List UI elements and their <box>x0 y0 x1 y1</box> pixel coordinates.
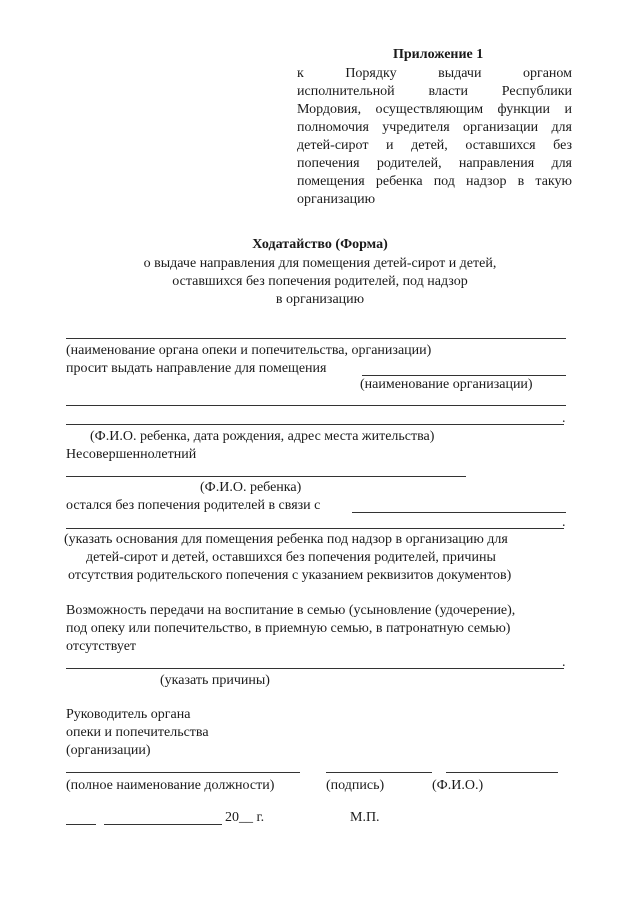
fio-caption: (Ф.И.О.) <box>432 778 484 793</box>
form-subtitle-line: в организацию <box>275 292 365 307</box>
appendix-line: детей-сирот и детей, оставшихся без <box>297 138 572 153</box>
appendix-line: исполнительной власти Республики <box>297 84 572 99</box>
possibility-line: отсутствует <box>66 639 137 654</box>
child-info-caption: (Ф.И.О. ребенка, дата рождения, адрес места жительства) <box>90 429 435 444</box>
date-month-line[interactable] <box>104 824 222 825</box>
appendix-line: помещения ребенка под надзор в такую <box>297 174 572 189</box>
organ-name-line[interactable] <box>66 338 566 339</box>
appendix-line: полномочия учредителя организации для <box>297 120 572 135</box>
line-period: . <box>562 515 566 530</box>
org-name-caption: (наименование организации) <box>360 377 533 392</box>
possibility-line: Возможность передачи на воспитание в семью (усыновление (удочерение), <box>66 603 516 618</box>
grounds-caption-line: отсутствия родительского попечения с указанием реквизитов документов) <box>68 568 512 583</box>
date-day-line[interactable] <box>66 824 96 825</box>
position-line[interactable] <box>66 772 300 773</box>
form-subtitle-line: о выдаче направления для помещения детей-сирот и детей, <box>143 256 497 271</box>
reason-line-2[interactable] <box>66 528 564 529</box>
grounds-caption-line: (указать основания для помещения ребенка под надзор в организацию для <box>64 532 508 547</box>
appendix-line: Мордовия, осуществляющим функции и <box>297 102 572 117</box>
reason-line[interactable] <box>352 512 566 513</box>
child-info-line[interactable] <box>66 424 564 425</box>
head-line: (организации) <box>66 743 151 758</box>
organ-caption: (наименование органа опеки и попечительства, организации) <box>66 343 432 358</box>
minor-label: Несовершеннолетний <box>66 447 197 462</box>
date-year: 20__ г. <box>225 810 265 825</box>
request-text: просит выдать направление для помещения <box>66 361 327 376</box>
head-line: Руководитель органа <box>66 707 191 722</box>
appendix-line: попечения родителей, направления для <box>297 156 572 171</box>
child-name-caption: (Ф.И.О. ребенка) <box>200 480 302 495</box>
appendix-line: организацию <box>297 192 376 207</box>
signature-line[interactable] <box>326 772 432 773</box>
head-line: опеки и попечительства <box>66 725 209 740</box>
signature-caption: (подпись) <box>326 778 385 793</box>
line-period: . <box>562 655 566 670</box>
appendix-line: к Порядку выдачи органом <box>297 66 572 81</box>
form-subtitle-line: оставшихся без попечения родителей, под надзор <box>172 274 468 289</box>
position-caption: (полное наименование должности) <box>66 778 275 793</box>
appendix-title: Приложение 1 <box>393 47 484 62</box>
reasons-caption: (указать причины) <box>160 673 270 688</box>
org-name-line-2[interactable] <box>66 405 566 406</box>
fio-line[interactable] <box>446 772 558 773</box>
possibility-line: под опеку или попечительство, в приемную семью, в патронатную семью) <box>66 621 511 636</box>
without-care-text: остался без попечения родителей в связи с <box>66 498 321 513</box>
appendix-reference <box>297 65 572 209</box>
stamp-label: М.П. <box>350 810 380 825</box>
grounds-caption-line: детей-сирот и детей, оставшихся без попечения родителей, причины <box>86 550 496 565</box>
reasons-line[interactable] <box>66 668 564 669</box>
form-title: Ходатайство (Форма) <box>252 237 388 252</box>
child-name-line[interactable] <box>66 476 466 477</box>
line-period: . <box>562 411 566 426</box>
